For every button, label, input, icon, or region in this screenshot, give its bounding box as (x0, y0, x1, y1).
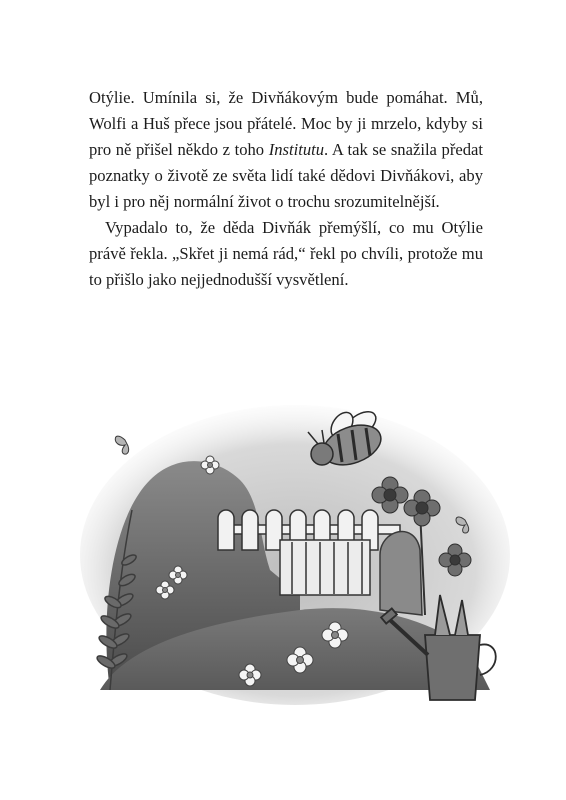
gravestone-icon (380, 531, 422, 615)
garden-illustration (70, 370, 510, 730)
paragraph-1-text-end: . A tak se snažila předat poznatky o životě ze světa lidí také dědovi Divňákovi, aby byl i pro něj normální život o trochu srozumitelnější. (89, 140, 483, 211)
paragraph-1-text: Otýlie. Umínila si, že Divňákovým bude pomáhat. Mů, Wolfi a Huš přece jsou přátelé. Moc by ji mrzelo, kdyby si pro ně přišel někdo z toho (89, 88, 483, 159)
paragraph-1 (89, 85, 483, 215)
paragraph-2: Vypadalo to, že děda Divňák přemýšlí, co mu Otýlie právě řekla. „Skřet ji nemá rád,“ řekl po chvíli, protože mu to přišlo jako nejjednodušší vysvětlení. (89, 218, 483, 289)
institute-emphasis: Institutu (268, 140, 325, 159)
body-text (89, 85, 483, 293)
